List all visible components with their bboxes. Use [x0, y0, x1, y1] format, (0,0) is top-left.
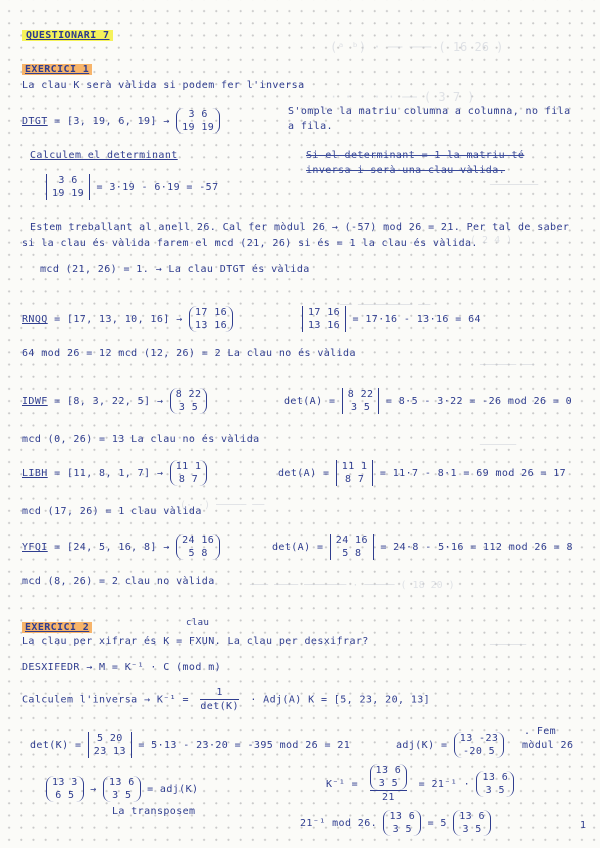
- yfqi-key: YFQI: [22, 542, 48, 553]
- rnqq-determinant: [302, 306, 481, 332]
- dtgt-matrix: [176, 108, 220, 134]
- matrix-row: 3 5: [485, 785, 505, 796]
- matrix-row: 5 8: [342, 548, 362, 559]
- idwf-matrix: [170, 388, 208, 414]
- rnqq-line: [22, 306, 233, 332]
- matrix-before-transpose: [46, 776, 84, 802]
- exercise-1-intro: La clau K serà vàlida si podem fer l'inversa: [22, 80, 305, 91]
- kinv-matrix: [476, 771, 514, 797]
- adj-matrix: [454, 732, 505, 758]
- libh-key: LIBH: [22, 468, 48, 479]
- fraction: [195, 686, 244, 713]
- matrix-row: 11 1: [175, 461, 202, 472]
- adj-label: adj(K) =: [396, 740, 448, 751]
- matrix-row: 3 5: [112, 790, 132, 801]
- adj-note-2: mòdul 26: [522, 740, 574, 751]
- kinv-label: K⁻¹ =: [326, 779, 359, 790]
- det-result: = 3·19 - 6·19 = -57: [96, 182, 219, 193]
- matrix-row: 24 16: [335, 535, 368, 546]
- idwf-mcd: mcd (0, 26) = 13 La clau no és vàlida: [22, 434, 260, 445]
- matrix-row: 3 5: [392, 824, 412, 835]
- kinv-equals: = 21⁻¹ ·: [418, 779, 471, 790]
- detk-label: det(K) =: [30, 740, 82, 751]
- matrix-row: 19 19: [52, 188, 85, 199]
- matrix-row: 13 16: [194, 320, 228, 331]
- explanation-1: Estem treballant al anell 26. Cal fer mòdul 26 → (-57) mod 26 = 21. Per tal de saber: [30, 222, 570, 233]
- matrix-after-transpose: [103, 776, 141, 802]
- idwf-det-result: = 8·5 - 3·22 = -26 mod 26 = 0: [385, 396, 573, 407]
- matrix-row: 17 16: [194, 307, 228, 318]
- yfqi-determinant: [272, 534, 573, 560]
- matrix-row: 13 6: [375, 765, 402, 776]
- kinv-numerator-matrix: [370, 764, 408, 790]
- matrix-row: 13 16: [308, 320, 341, 331]
- arrow: →: [90, 784, 103, 795]
- yfqi-vector: = [24, 5, 16, 8] →: [47, 542, 170, 553]
- inverse-21-line: [300, 810, 491, 836]
- matrix-row: 5 20: [97, 733, 123, 744]
- matrix-row: 8 7: [345, 474, 365, 485]
- idwf-line: [22, 388, 207, 414]
- exercise-2-line-2: DESXIFEDR → M = K⁻¹ · C (mod m): [22, 662, 222, 673]
- page-number: 1: [580, 820, 587, 831]
- matrix-row: 3 6: [188, 109, 208, 120]
- calc-det-label: Calculem el determinant: [30, 150, 178, 161]
- det-matrix: [46, 174, 90, 200]
- matrix-row: 13 6: [459, 811, 485, 822]
- rnqq-key: RNQQ: [22, 314, 48, 325]
- libh-line: [22, 460, 207, 486]
- idwf-key: IDWF: [22, 396, 48, 407]
- libh-det-matrix: [336, 460, 374, 486]
- matrix-row: 17 16: [308, 307, 341, 318]
- detk-result: = 5·13 - 23·20 = -395 mod 26 = 21: [138, 740, 351, 751]
- libh-determinant: [278, 460, 566, 486]
- dtgt-key-line: [22, 108, 220, 134]
- dtgt-vector: = [3, 19, 6, 19] →: [47, 116, 170, 127]
- rnqq-det-matrix: [302, 306, 346, 332]
- libh-vector: = [11, 8, 1, 7] →: [47, 468, 164, 479]
- inverse-21-matrix: [383, 810, 421, 836]
- fraction-numerator: 1: [200, 686, 239, 700]
- matrix-row: 6 5: [55, 790, 75, 801]
- matrix-row: 13 6: [482, 772, 509, 783]
- matrix-row: -20 5: [463, 746, 496, 757]
- matrix-row: 5 8: [188, 548, 208, 559]
- exercise-1-heading: EXERCICI 1: [22, 64, 92, 75]
- matrix-row: 24 16: [182, 535, 215, 546]
- inverse-formula: [22, 686, 430, 713]
- matrix-row: 8 22: [175, 389, 202, 400]
- libh-matrix: [170, 460, 208, 486]
- rnqq-det-result: = 17·16 - 13·16 = 64: [352, 314, 481, 325]
- adj-line: [396, 732, 504, 758]
- matrix-row: 3 5: [351, 402, 371, 413]
- dtgt-note-2: a fila.: [288, 121, 333, 132]
- mcd-dtgt: mcd (21, 26) = 1. → La clau DTGT és vàlida: [40, 264, 310, 275]
- matrix-row: 11 1: [341, 461, 368, 472]
- idwf-determinant: [284, 388, 572, 414]
- matrix-row: 3 6: [58, 175, 78, 186]
- dtgt-note-1: S'omple la matriu columna a columna, no fila: [288, 106, 571, 117]
- exercise-2-heading: EXERCICI 2: [22, 622, 92, 633]
- strikethrough-note-1: Si el determinant = 1 la matriu té: [306, 150, 525, 161]
- matrix-row: 13 3: [52, 777, 78, 788]
- inverse-21-equals: = 5: [427, 818, 447, 829]
- inverse-21-label: 21⁻¹ mod 26.: [300, 818, 378, 829]
- matrix-row: 3 5: [462, 824, 482, 835]
- detk-matrix: [88, 732, 132, 758]
- matrix-row: 8 7: [178, 474, 199, 485]
- explanation-2: si la clau és vàlida farem el mcd (21, 26) si és = 1 la clau és vàlida.: [22, 238, 478, 249]
- matrix-row: 23 13: [93, 746, 126, 757]
- rnqq-matrix: [189, 306, 233, 332]
- inverse-label: Calculem l'inversa → K⁻¹ =: [22, 694, 189, 706]
- matrix-row: 13 -23: [459, 733, 499, 744]
- libh-det-result: = 11·7 - 8·1 = 69 mod 26 = 17: [379, 468, 567, 479]
- yfqi-mcd: mcd (8, 26) = 2 clau no vàlida: [22, 576, 215, 587]
- exercise-2-line-1: La clau per xifrar és K = FXUN. La clau per desxifrar?: [22, 636, 369, 647]
- page-title: QUESTIONARI 7: [22, 30, 113, 41]
- adj-note-1: . Fem: [524, 726, 557, 737]
- clau-note: clau: [186, 618, 210, 628]
- fraction-denominator: det(K): [200, 701, 239, 712]
- libh-mcd: mcd (17, 26) = 1 clau vàlida: [22, 506, 202, 517]
- matrix-row: 19 19: [182, 122, 215, 133]
- yfqi-det-matrix: [330, 534, 374, 560]
- kinv-fraction: [365, 764, 413, 804]
- rnqq-vector: = [17, 13, 10, 16] →: [47, 314, 183, 325]
- transpose-note: La transposem: [112, 806, 196, 817]
- yfqi-line: [22, 534, 220, 560]
- transpose-line: [46, 776, 198, 802]
- libh-det-label: det(A) =: [278, 468, 330, 479]
- detk-line: [30, 732, 350, 758]
- kinv-denominator: 21: [370, 790, 408, 804]
- matrix-row: 13 6: [389, 811, 416, 822]
- yfqi-det-result: = 24·8 - 5·16 = 112 mod 26 = 8: [380, 542, 573, 553]
- matrix-row: 3 5: [178, 402, 199, 413]
- matrix-row: 8 22: [347, 389, 374, 400]
- dtgt-determinant: [46, 174, 219, 200]
- matrix-row: 3 5: [378, 778, 398, 789]
- rnqq-mcd: 64 mod 26 = 12 mcd (12, 26) = 2 La clau no és vàlida: [22, 348, 356, 359]
- idwf-det-label: det(A) =: [284, 396, 336, 407]
- yfqi-matrix: [176, 534, 220, 560]
- yfqi-det-label: det(A) =: [272, 542, 324, 553]
- idwf-vector: = [8, 3, 22, 5] →: [47, 396, 164, 407]
- kinv-line: [326, 764, 514, 804]
- strikethrough-note-2: inversa i serà una clau vàlida.: [306, 165, 506, 176]
- adj-equals: = adj(K): [147, 784, 199, 795]
- inverse-result-matrix: [453, 810, 491, 836]
- idwf-det-matrix: [342, 388, 380, 414]
- matrix-row: 13 6: [108, 777, 135, 788]
- dtgt-key: DTGT: [22, 116, 48, 127]
- inverse-adj: · Adj(A) K = [5, 23, 20, 13]: [250, 694, 431, 706]
